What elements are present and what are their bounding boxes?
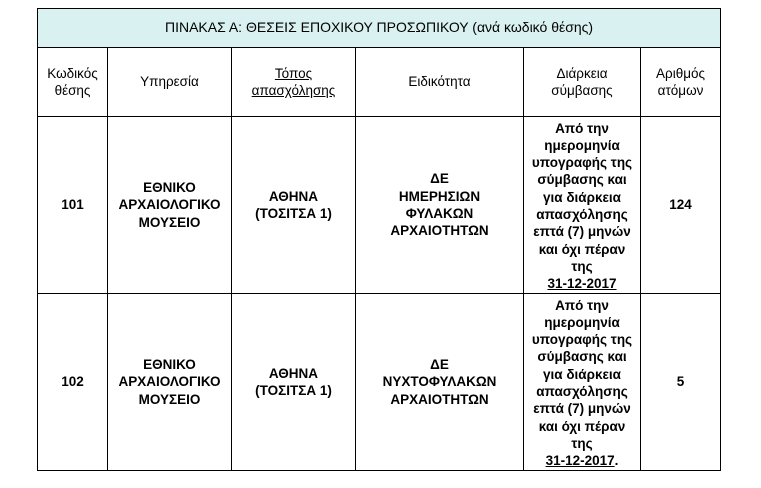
cell-code: 102 — [38, 294, 108, 471]
table-header-row — [38, 48, 721, 117]
cell-specialty: ΔΕ ΝΥΧΤΟΦΥΛΑΚΩΝ ΑΡΧΑΙΟΤΗΤΩΝ — [356, 294, 524, 471]
duration-date: 31-12-2017 — [547, 276, 617, 292]
cell-specialty: ΔΕ ΗΜΕΡΗΣΙΩΝ ΦΥΛΑΚΩΝ ΑΡΧΑΙΟΤΗΤΩΝ — [356, 117, 524, 294]
header-code: Κωδικός θέσης — [38, 48, 108, 117]
cell-duration: Από την ημερομηνία υπογραφής της σύμβασης και για διάρκεια απασχόλησης επτά (7) μηνών και όχι πέραν της 31-12-2017 — [524, 117, 641, 294]
header-service: Υπηρεσία — [108, 48, 232, 117]
cell-duration: Από την ημερομηνία υπογραφής της σύμβασης και για διάρκεια απασχόλησης επτά (7) μηνών και όχι πέραν της 31-12-2017. — [524, 294, 641, 471]
cell-code: 101 — [38, 117, 108, 294]
header-specialty: Ειδικότητα — [356, 48, 524, 117]
table-title: ΠΙΝΑΚΑΣ Α: ΘΕΣΕΙΣ ΕΠΟΧΙΚΟΥ ΠΡΟΣΩΠΙΚΟΥ (ανά κωδικό θέσης) — [38, 9, 721, 48]
header-duration: Διάρκεια σύμβασης — [524, 48, 641, 117]
cell-service: ΕΘΝΙΚΟ ΑΡΧΑΙΟΛΟΓΙΚΟ ΜΟΥΣΕΙΟ — [108, 294, 232, 471]
header-count: Αριθμός ατόμων — [641, 48, 721, 117]
table-row — [38, 117, 721, 294]
cell-count: 124 — [641, 117, 721, 294]
cell-count: 5 — [641, 294, 721, 471]
cell-location: ΑΘΗΝΑ (ΤΟΣΙΤΣΑ 1) — [232, 117, 356, 294]
positions-table — [37, 8, 721, 471]
duration-date: 31-12-2017 — [545, 453, 615, 469]
header-location: Τόπος απασχόλησης — [232, 48, 356, 117]
table-row — [38, 294, 721, 471]
table-title-row — [38, 9, 721, 48]
cell-location: ΑΘΗΝΑ (ΤΟΣΙΤΣΑ 1) — [232, 294, 356, 471]
cell-service: ΕΘΝΙΚΟ ΑΡΧΑΙΟΛΟΓΙΚΟ ΜΟΥΣΕΙΟ — [108, 117, 232, 294]
